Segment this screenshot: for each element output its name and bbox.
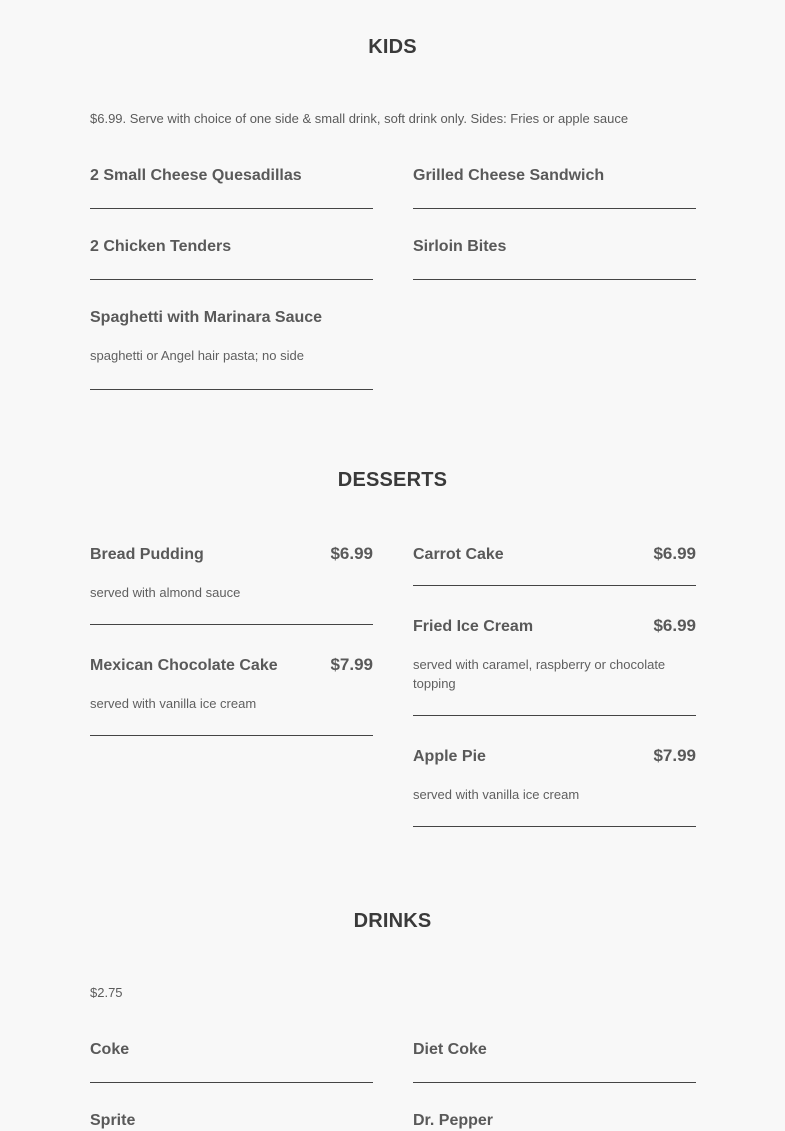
- kids-section-note: $6.99. Serve with choice of one side & small drink, soft drink only. Sides: Fries or apple sauce: [90, 111, 629, 126]
- menu-item-name: Carrot Cake: [413, 546, 504, 563]
- menu-item-name: Bread Pudding: [90, 546, 204, 563]
- menu-item-name: Diet Coke: [413, 1041, 487, 1058]
- menu-item-price: $7.99: [653, 746, 696, 765]
- menu-item-description: served with vanilla ice cream: [90, 696, 257, 711]
- menu-item: [413, 1112, 696, 1131]
- menu-item-description: served with caramel, raspberry or chocolate topping: [413, 657, 666, 691]
- menu-item-name: Dr. Pepper: [413, 1112, 494, 1129]
- drinks-section-note: $2.75: [90, 985, 123, 1000]
- menu-item: [90, 1041, 373, 1083]
- kids-section-title: KIDS: [368, 36, 417, 58]
- menu-item-name: Spaghetti with Marinara Sauce: [90, 309, 323, 326]
- menu-item-name: Sprite: [90, 1112, 136, 1129]
- menu-item-name: Mexican Chocolate Cake: [90, 657, 278, 674]
- menu-item-name: Sirloin Bites: [413, 238, 507, 255]
- menu-item-price: $6.99: [653, 544, 696, 563]
- menu-item: [90, 1112, 373, 1131]
- menu-item: [90, 238, 373, 280]
- menu-item-name: 2 Small Cheese Quesadillas: [90, 167, 302, 184]
- menu-item-price: $7.99: [330, 655, 373, 674]
- menu-item: [90, 309, 373, 390]
- menu-item-description: served with almond sauce: [90, 585, 241, 600]
- menu-item-price: $6.99: [653, 616, 696, 635]
- menu-item-description: served with vanilla ice cream: [413, 787, 580, 802]
- menu-item-price: $6.99: [330, 544, 373, 563]
- menu-item: [413, 167, 696, 209]
- desserts-section-title: DESSERTS: [337, 469, 448, 491]
- menu-item-name: Fried Ice Cream: [413, 618, 534, 635]
- menu-item-name: Apple Pie: [413, 748, 486, 765]
- menu-item: [413, 1041, 696, 1083]
- menu-item-name: Coke: [90, 1041, 130, 1058]
- drinks-section-title: DRINKS: [353, 910, 432, 932]
- menu-item: [413, 616, 696, 716]
- menu-item: [90, 655, 373, 736]
- menu-item: [90, 167, 373, 209]
- menu-item: [413, 238, 696, 280]
- menu-item-name: Grilled Cheese Sandwich: [413, 167, 605, 184]
- menu-item-description: spaghetti or Angel hair pasta; no side: [90, 348, 304, 363]
- menu-item: [413, 544, 696, 586]
- menu-item: [413, 746, 696, 827]
- menu-item: [90, 544, 373, 625]
- menu-item-name: 2 Chicken Tenders: [90, 238, 232, 255]
